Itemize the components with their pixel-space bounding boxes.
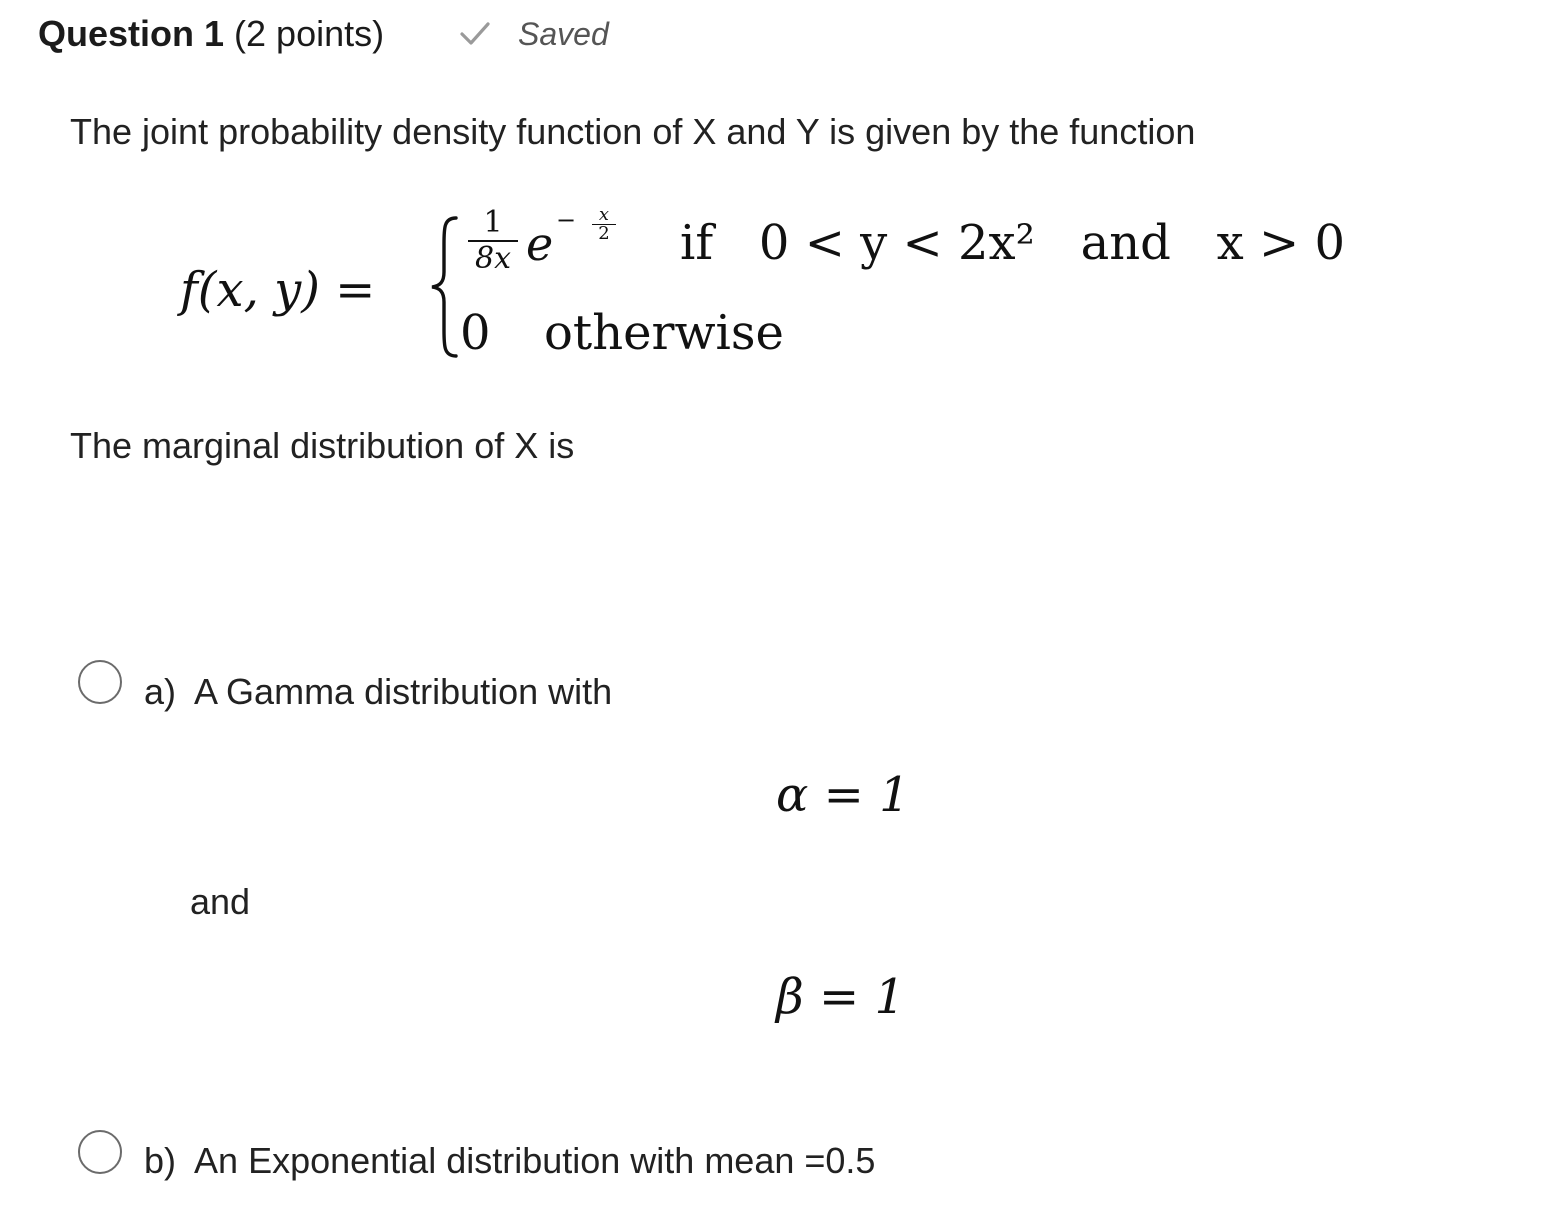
function-lhs: f(x, y) = [180,262,376,318]
saved-status: Saved [518,16,609,52]
case2-condition: otherwise [544,305,784,361]
option-b-radio[interactable] [78,1130,122,1174]
question-title [38,12,384,56]
case1-condition: if 0 < y < 2x² and x > 0 [680,215,1346,271]
case1-exp-base: e [526,217,554,271]
exp-numerator: x [598,204,610,225]
option-a-math-beta: β = 1 [776,969,906,1025]
option-a-label[interactable]: a) A Gamma distribution with [144,671,613,712]
case1-fraction-denominator: 8x [474,241,511,276]
exp-denominator: 2 [598,223,610,244]
case1-exp-fraction [592,206,616,243]
question-text: The marginal distribution of X is [70,425,575,466]
case1-fraction-numerator: 1 [483,205,503,240]
option-b-label[interactable]: b) An Exponential distribution with mean =0.5 [144,1140,876,1181]
case2-value: 0 [460,305,491,361]
question-points: (2 points) [234,13,385,54]
question-label: Question 1 [38,13,225,54]
option-a-math-alpha: α = 1 [776,767,910,823]
checkmark-icon [458,16,492,50]
option-a-radio[interactable] [78,660,122,704]
case1-fraction [466,206,520,276]
option-a-connector: and [190,881,251,922]
option-a-math-beta-clipped [770,969,930,1032]
question-intro: The joint probability density function of X and Y is given by the function [70,111,1196,152]
case1-exp-sign: − [556,206,577,234]
